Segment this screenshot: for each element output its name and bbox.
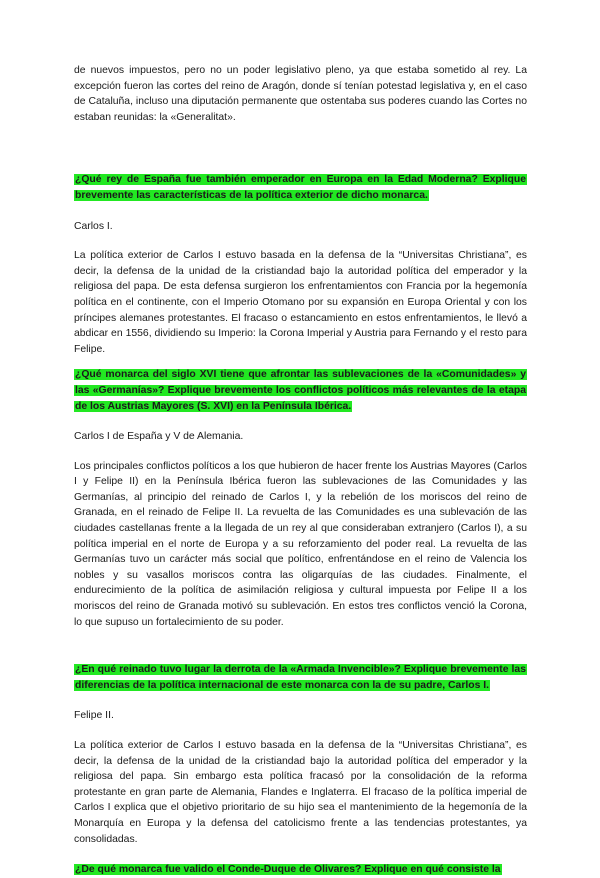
question-1-text: ¿Qué rey de España fue también emperador en Europa en la Edad Moderna? Explique brevemente las características de la política exterior de dicho monarca. bbox=[75, 174, 526, 201]
question-3 bbox=[74, 662, 527, 693]
answer-label-2: Carlos I de España y V de Alemania. bbox=[74, 431, 244, 443]
document-page bbox=[74, 63, 527, 878]
answer-label-1: Carlos I. bbox=[74, 220, 113, 232]
question-2 bbox=[74, 367, 527, 414]
answer-label-3: Felipe II. bbox=[74, 710, 114, 722]
intro-paragraph: de nuevos impuestos, pero no un poder legislativo pleno, ya que estaba sometido al rey. La excepción fueron las cortes del reino de Aragón, donde sí tenían potestad legislativa y, en el caso de Cataluña, incluso una diputación permanente que ostentaba sus poderes cuando las Cortes no estaban reunidas: la «Generalitat». bbox=[74, 65, 527, 123]
answer-2: Los principales conflictos políticos a los que hubieron de hacer frente los Austrias Mayores (Carlos I y Felipe II) en la Península Ibérica fueron las sublevaciones de las Comunidades y las Germanías, al principio del reinado de Carlos I, y la rebelión de los moriscos del reino de Granada, en el reinado de Felipe II. La revuelta de las Comunidades es una sublevación de las ciudades castellanas frente a la llegada de un rey al que consideraban extranjero (Carlos I), a su política imperial en el norte de Europa y a su reforzamiento del poder real. La revuelta de las Germanías tuvo un carácter más social que político, enfrentándose en el reino de Valencia los nobles y su vasallos moriscos contra las oligarquías de las ciudades. Finalmente, el endurecimiento de la política de asimilación religiosa y cultural impuesta por Felipe II a los moriscos del reino de Granada motivó su sublevación. En estos tres conflictos venció la Corona, lo que supuso un fortalecimiento de su poder. bbox=[74, 460, 527, 628]
answer-3: La política exterior de Carlos I estuvo basada en la defensa de la “Universitas Christiana”, es decir, la defensa de la unidad de la cristiandad bajo la autoridad política del emperador y la religiosa del papa. Sin embargo esta política fracasó por la consolidación de la reforma protestante en gran parte de Alemania, Flandes e Inglaterra. El fracaso de la política imperial de Carlos I explica que el objetivo prioritario de su hijo sea el mantenimiento de la hegemonía de la Monarquía en Europa y la defensa del catolicismo frente a las tendencias protestantes, ya consolidadas. bbox=[74, 740, 527, 845]
question-1 bbox=[74, 172, 527, 203]
question-3-text: ¿En qué reinado tuvo lugar la derrota de la «Armada Invencible»? Explique brevemente las diferencias de la política internacional de este monarca con la de su padre, Carlos I. bbox=[75, 664, 526, 691]
answer-1: La política exterior de Carlos I estuvo basada en la defensa de la “Universitas Christiana”, es decir, la defensa de la unidad de la cristiandad bajo la autoridad política del emperador y la religiosa del papa. De esta defensa surgieron los enfrentamientos con Francia por la hegemonía política en el continente, con el Imperio Otomano por su expansión en Europa Oriental y con los príncipes alemanes protestantes. El fracaso o estancamiento en estos enfrentamientos, le llevó a abdicar en 1556, dividiendo su Imperio: la Corona Imperial y Austria para Fernando y el resto para Felipe. bbox=[74, 250, 527, 355]
final-question-text: ¿De qué monarca fue valido el Conde-Duque de Olivares? Explique en qué consiste la bbox=[75, 864, 501, 876]
question-2-text: ¿Qué monarca del siglo XVI tiene que afrontar las sublevaciones de la «Comunidades» y las «Germanías»? Explique brevemente los conflictos políticos más relevantes de la etapa de los Austrias Mayores (S. XVI) en la Península Ibérica. bbox=[75, 369, 526, 412]
final-question bbox=[74, 862, 527, 878]
